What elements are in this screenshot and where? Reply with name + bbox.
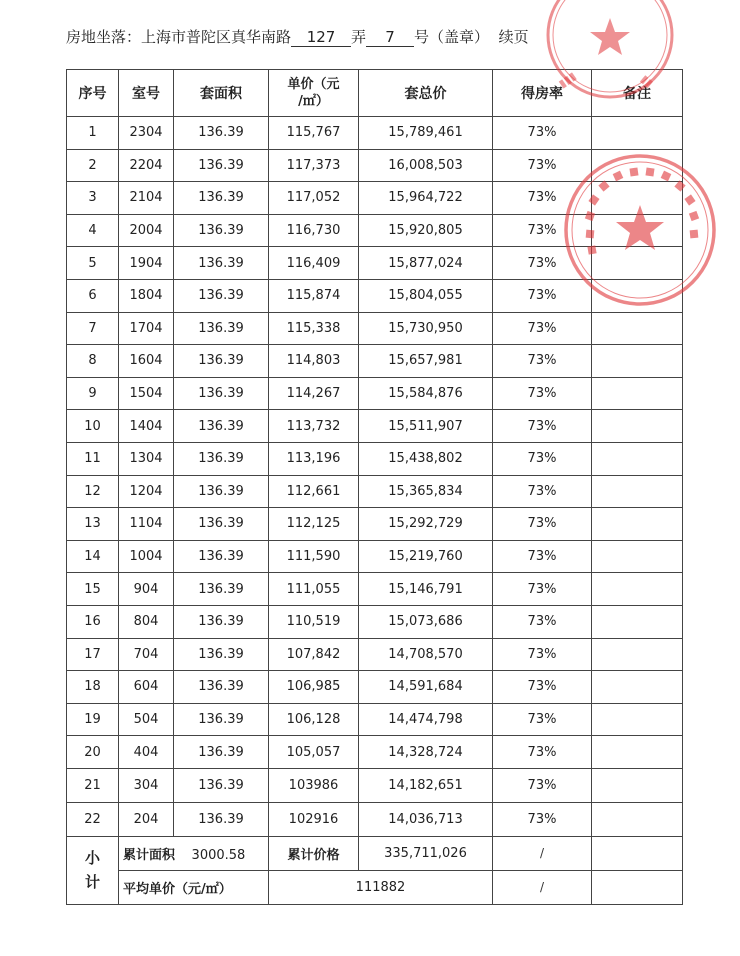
cell-seq: 15 [67,573,119,606]
cell-total: 15,292,729 [359,508,493,541]
table-body [67,117,683,837]
cell-price: 105,057 [269,736,359,769]
cell-room: 504 [119,703,174,736]
header-unit-price-line1: 单价（元 [287,77,340,92]
cell-ratio: 73% [493,247,592,280]
cell-seq: 13 [67,508,119,541]
cell-seq: 10 [67,410,119,443]
cell-area: 136.39 [174,768,269,802]
cell-room: 1504 [119,377,174,410]
header-area: 套面积 [174,70,269,117]
cell-total: 15,804,055 [359,279,493,312]
cell-room: 304 [119,768,174,802]
table-row [67,638,683,671]
cell-total: 15,365,834 [359,475,493,508]
cell-price: 110,519 [269,605,359,638]
svg-text:▮▮: ▮▮ [638,72,656,91]
cell-remark [592,736,683,769]
cum-remark [592,836,683,870]
table-row [67,182,683,215]
cell-remark [592,671,683,704]
cell-total: 15,730,950 [359,312,493,345]
header-room: 室号 [119,70,174,117]
cell-area: 136.39 [174,508,269,541]
cell-area: 136.39 [174,377,269,410]
cell-total: 15,877,024 [359,247,493,280]
cell-seq: 14 [67,540,119,573]
table-row [67,117,683,150]
cell-seq: 4 [67,214,119,247]
cell-total: 15,146,791 [359,573,493,606]
cell-total: 14,708,570 [359,638,493,671]
cell-area: 136.39 [174,475,269,508]
cell-area: 136.39 [174,247,269,280]
cell-remark [592,377,683,410]
header-seq: 序号 [67,70,119,117]
cell-remark [592,214,683,247]
cell-area: 136.39 [174,573,269,606]
cell-ratio: 73% [493,508,592,541]
table-row [67,475,683,508]
cell-total: 15,584,876 [359,377,493,410]
cell-room: 704 [119,638,174,671]
cell-area: 136.39 [174,736,269,769]
cell-area: 136.39 [174,703,269,736]
cell-remark [592,345,683,378]
cell-remark [592,312,683,345]
cell-seq: 8 [67,345,119,378]
avg-remark [592,870,683,904]
cell-remark [592,442,683,475]
cell-total: 15,789,461 [359,117,493,150]
lane-label: 弄 [351,28,367,46]
building-number: 7 [366,28,414,47]
table-row [67,736,683,769]
cell-area: 136.39 [174,312,269,345]
cell-remark [592,182,683,215]
cell-price: 114,803 [269,345,359,378]
cell-seq: 21 [67,768,119,802]
table-row [67,312,683,345]
cell-seq: 20 [67,736,119,769]
cell-seq: 19 [67,703,119,736]
cell-ratio: 73% [493,182,592,215]
cell-area: 136.39 [174,802,269,836]
cell-area: 136.39 [174,638,269,671]
cell-ratio: 73% [493,736,592,769]
table-row [67,540,683,573]
header-unit-price [269,70,359,117]
cell-price: 113,732 [269,410,359,443]
cell-ratio: 73% [493,377,592,410]
cell-seq: 1 [67,117,119,150]
cell-ratio: 73% [493,149,592,182]
cell-price: 107,842 [269,638,359,671]
cell-total: 15,657,981 [359,345,493,378]
cum-area-value: 3000.58 [191,847,246,863]
header-ratio: 得房率 [493,70,592,117]
price-table [66,69,683,905]
table-row [67,802,683,836]
cell-price: 117,052 [269,182,359,215]
table-row [67,410,683,443]
cell-remark [592,768,683,802]
cell-room: 1104 [119,508,174,541]
table-row [67,345,683,378]
avg-price-value: 111882 [269,870,493,904]
cell-seq: 22 [67,802,119,836]
cell-seq: 12 [67,475,119,508]
cell-remark [592,638,683,671]
cell-remark [592,279,683,312]
cell-area: 136.39 [174,410,269,443]
cell-total: 14,591,684 [359,671,493,704]
cell-room: 804 [119,605,174,638]
cell-remark [592,117,683,150]
cell-price: 106,128 [269,703,359,736]
cell-ratio: 73% [493,312,592,345]
cell-remark [592,247,683,280]
cell-price: 111,590 [269,540,359,573]
cell-remark [592,149,683,182]
cell-price: 106,985 [269,671,359,704]
cell-total: 15,073,686 [359,605,493,638]
cell-remark [592,540,683,573]
cell-room: 2104 [119,182,174,215]
location-prefix: 房地坐落：上海市普陀区真华南路 [66,28,292,46]
cell-seq: 7 [67,312,119,345]
cell-seq: 3 [67,182,119,215]
table-row [67,671,683,704]
cell-remark [592,802,683,836]
cell-ratio: 73% [493,768,592,802]
table-row [67,377,683,410]
cell-total: 15,964,722 [359,182,493,215]
cum-area-label: 累计面积 [123,847,176,863]
cell-room: 2204 [119,149,174,182]
cell-ratio: 73% [493,410,592,443]
cum-price-value: 335,711,026 [359,836,493,870]
cell-room: 204 [119,802,174,836]
cell-ratio: 73% [493,442,592,475]
cell-price: 115,874 [269,279,359,312]
cell-room: 904 [119,573,174,606]
lane-number: 127 [291,28,351,47]
table-row [67,605,683,638]
cell-room: 1204 [119,475,174,508]
table-row [67,247,683,280]
table-row [67,442,683,475]
table-row [67,149,683,182]
cum-price-label: 累计价格 [269,836,359,870]
cell-total: 15,511,907 [359,410,493,443]
header-remark: 备注 [592,70,683,117]
cell-price: 116,730 [269,214,359,247]
cell-area: 136.39 [174,345,269,378]
cell-total: 15,219,760 [359,540,493,573]
cell-price: 113,196 [269,442,359,475]
cell-room: 1904 [119,247,174,280]
cell-ratio: 73% [493,540,592,573]
avg-ratio-placeholder: / [493,870,592,904]
cell-remark [592,703,683,736]
cell-price: 112,661 [269,475,359,508]
table-row [67,214,683,247]
cell-price: 112,125 [269,508,359,541]
table-row [67,573,683,606]
cell-seq: 5 [67,247,119,280]
cell-price: 111,055 [269,573,359,606]
cell-price: 116,409 [269,247,359,280]
cell-room: 1404 [119,410,174,443]
table-row [67,703,683,736]
subtotal-label-line1: 小 [84,849,100,868]
cum-area-cell [119,836,269,870]
cell-seq: 6 [67,279,119,312]
svg-text:▮▮▮: ▮▮▮ [556,69,579,91]
cell-area: 136.39 [174,182,269,215]
cell-price: 103986 [269,768,359,802]
subtotal-label-line2: 计 [84,873,100,892]
table-header-row [67,70,683,117]
cell-total: 14,182,651 [359,768,493,802]
cell-seq: 17 [67,638,119,671]
cell-seq: 18 [67,671,119,704]
cell-area: 136.39 [174,442,269,475]
building-label: 号（盖章） [414,28,490,46]
cell-total: 16,008,503 [359,149,493,182]
cell-room: 604 [119,671,174,704]
cell-room: 2304 [119,117,174,150]
cell-total: 15,438,802 [359,442,493,475]
cell-total: 14,328,724 [359,736,493,769]
cell-seq: 11 [67,442,119,475]
cell-room: 1704 [119,312,174,345]
cell-total: 14,036,713 [359,802,493,836]
cell-room: 1604 [119,345,174,378]
subtotal-row-1 [67,836,683,870]
cell-ratio: 73% [493,279,592,312]
cell-seq: 2 [67,149,119,182]
subtotal-row-2 [67,870,683,904]
header-unit-price-line2: /㎡） [298,94,329,109]
cell-ratio: 73% [493,475,592,508]
cell-area: 136.39 [174,117,269,150]
cum-ratio-placeholder: / [493,836,592,870]
cell-ratio: 73% [493,671,592,704]
cell-price: 115,338 [269,312,359,345]
cell-ratio: 73% [493,703,592,736]
cell-remark [592,508,683,541]
cell-remark [592,410,683,443]
cell-total: 14,474,798 [359,703,493,736]
cell-room: 1804 [119,279,174,312]
document-header [66,26,529,47]
cell-remark [592,475,683,508]
cell-ratio: 73% [493,802,592,836]
cell-area: 136.39 [174,540,269,573]
cell-area: 136.39 [174,214,269,247]
table-row [67,768,683,802]
cell-price: 102916 [269,802,359,836]
cell-price: 115,767 [269,117,359,150]
cell-total: 15,920,805 [359,214,493,247]
cell-remark [592,573,683,606]
cell-room: 1304 [119,442,174,475]
avg-price-label: 平均单价（元/㎡） [119,870,269,904]
cell-price: 114,267 [269,377,359,410]
cell-area: 136.39 [174,149,269,182]
cell-room: 404 [119,736,174,769]
cell-seq: 16 [67,605,119,638]
table-row [67,279,683,312]
cell-ratio: 73% [493,214,592,247]
cell-area: 136.39 [174,671,269,704]
cell-area: 136.39 [174,279,269,312]
cell-ratio: 73% [493,117,592,150]
cell-area: 136.39 [174,605,269,638]
cell-room: 1004 [119,540,174,573]
cell-ratio: 73% [493,573,592,606]
cell-ratio: 73% [493,605,592,638]
header-total: 套总价 [359,70,493,117]
table-row [67,508,683,541]
cell-room: 2004 [119,214,174,247]
cell-ratio: 73% [493,638,592,671]
continued-label: 续页 [498,28,529,46]
cell-ratio: 73% [493,345,592,378]
subtotal-label [67,836,119,904]
cell-seq: 9 [67,377,119,410]
cell-price: 117,373 [269,149,359,182]
cell-remark [592,605,683,638]
